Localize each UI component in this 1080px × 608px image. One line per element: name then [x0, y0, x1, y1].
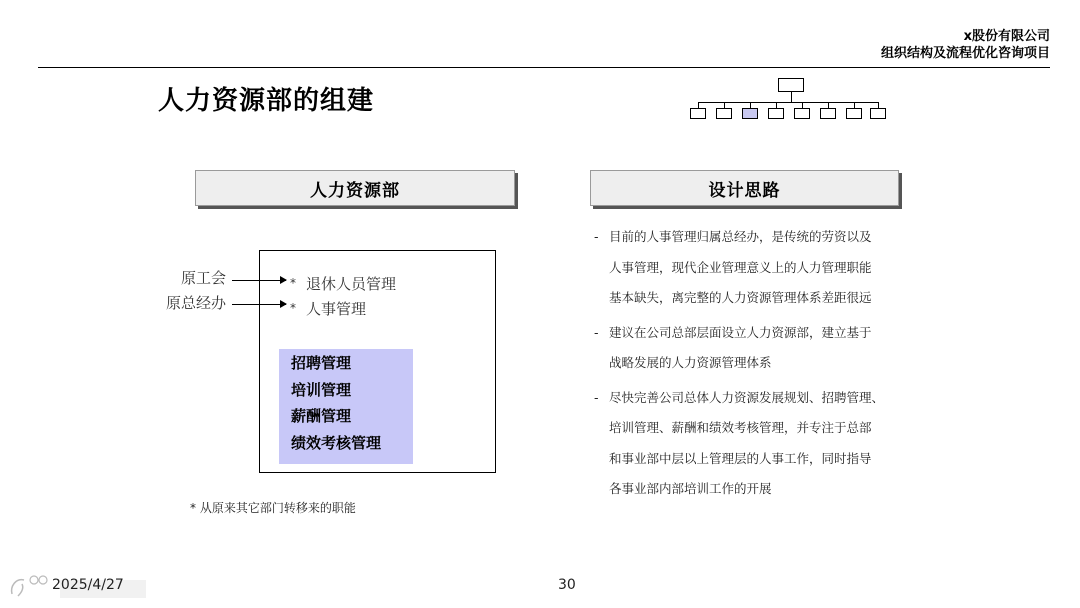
bullet-dash: -: [594, 229, 599, 244]
bullet-item: [594, 222, 924, 314]
org-chart-node: [820, 108, 836, 119]
bullet-line: 尽快完善公司总体人力资源发展规划、招聘管理、: [609, 389, 885, 405]
bullet-line: 和事业部中层以上管理层的人事工作，同时指导: [609, 450, 872, 466]
bullet-line: 目前的人事管理归属总经办，是传统的劳资以及: [609, 229, 872, 244]
transfer-star-mark: *: [290, 301, 296, 315]
header-company-block: [881, 28, 1050, 62]
transfer-star-mark: *: [290, 276, 296, 290]
source-general-office-label: 原总经办: [166, 294, 227, 312]
core-functions-box: [279, 349, 413, 464]
page-number: 30: [558, 577, 576, 593]
source-union-label: 原工会: [181, 269, 227, 287]
design-thinking-title: 设计思路: [590, 170, 899, 206]
personnel-management-item: 人事管理: [306, 300, 367, 318]
project-name: 组织结构及流程优化咨询项目: [880, 46, 1050, 61]
performance-management-item: 绩效考核管理: [291, 433, 382, 452]
recruitment-management-item: 招聘管理: [291, 354, 352, 372]
bullet-line: 战略发展的人力资源管理体系: [609, 355, 772, 370]
slide-date: 2025/4/27: [52, 577, 124, 593]
design-bullets: [594, 222, 924, 509]
org-chart-root-node: [778, 78, 804, 92]
header-divider: [38, 67, 1050, 68]
footnote: * 从原来其它部门转移来的职能: [190, 501, 356, 515]
compensation-management-item: 薪酬管理: [291, 407, 352, 425]
bullet-dash: -: [594, 389, 599, 405]
bullet-item: [594, 383, 924, 505]
bullet-line: 人事管理，现代企业管理意义上的人力管理职能: [609, 259, 872, 275]
bullet-line: 各事业部内部培训工作的开展: [609, 481, 772, 496]
page-title: 人力资源部的组建: [158, 86, 375, 116]
org-chart-node: [846, 108, 862, 119]
bullet-line: 培训管理、薪酬和绩效考核管理，并专注于总部: [609, 420, 872, 435]
company-name: x股份有限公司: [963, 29, 1050, 44]
org-chart-node: [716, 108, 732, 119]
bullet-line: 建议在公司总部层面设立人力资源部，建立基于: [609, 324, 872, 340]
hr-department-title: 人力资源部: [195, 170, 515, 206]
org-chart-node: [794, 108, 810, 119]
org-chart-icon: [690, 78, 890, 122]
org-chart-connector: [698, 102, 878, 103]
bullet-dash: -: [594, 324, 599, 340]
org-chart-node: [768, 108, 784, 119]
retiree-management-item: 退休人员管理: [306, 275, 397, 293]
training-management-item: 培训管理: [291, 380, 352, 399]
org-chart-connector: [791, 92, 792, 102]
bullet-item: [594, 318, 924, 379]
org-chart-node: [690, 108, 706, 119]
org-chart-node-highlighted: [742, 108, 758, 119]
bullet-line: 基本缺失，离完整的人力资源管理体系差距很远: [609, 290, 872, 305]
org-chart-node: [870, 108, 886, 119]
